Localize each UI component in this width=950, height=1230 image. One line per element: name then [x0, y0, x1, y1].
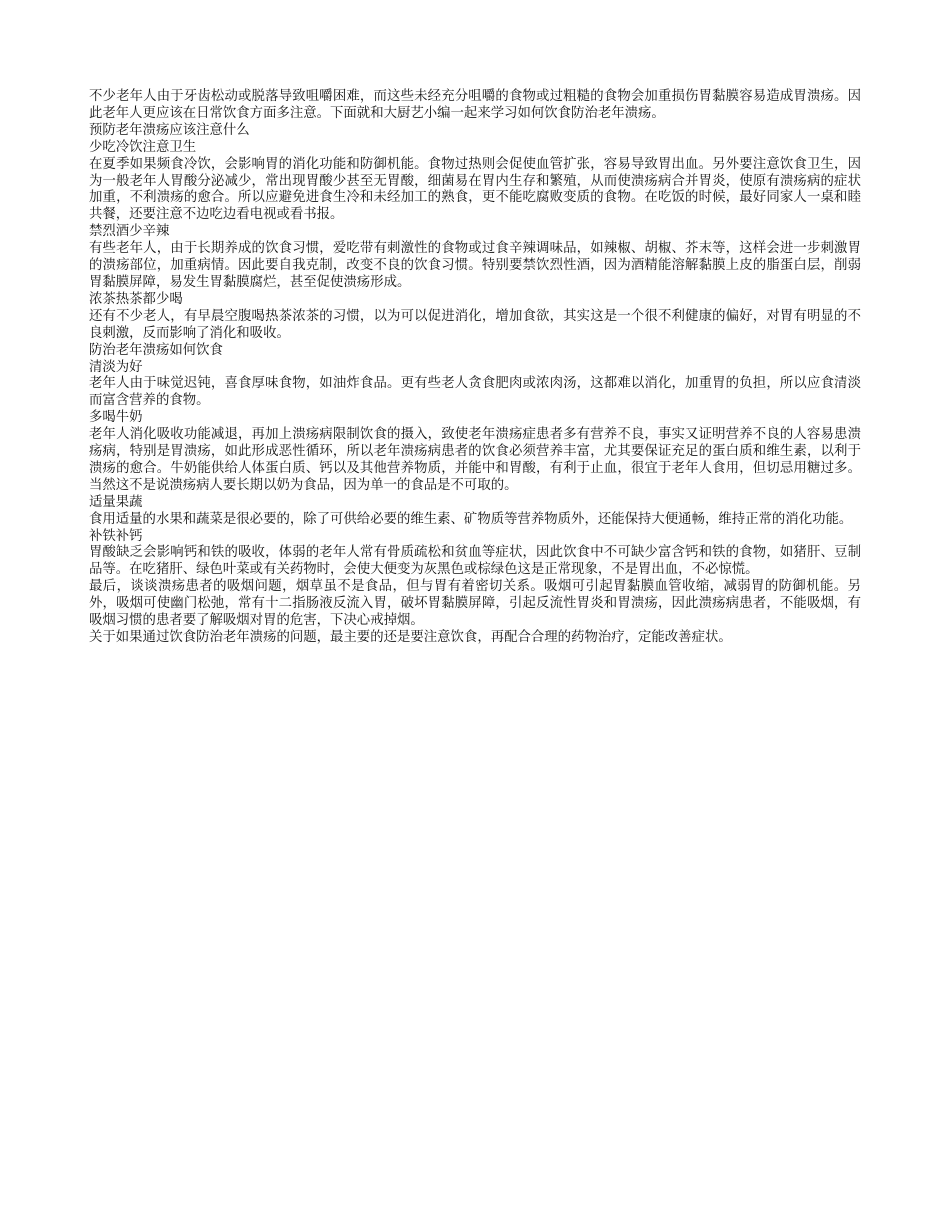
paragraph-smoking: 最后，谈谈溃疡患者的吸烟问题，烟草虽不是食品，但与胃有着密切关系。吸烟可引起胃黏膜血管收缩，减弱胃的防御机能。另外，吸烟可使幽门松弛，常有十二指肠液反流入胃，破坏胃黏膜屏障，引起反流性胃炎和胃溃疡，因此溃疡病患者，不能吸烟，有吸烟习惯的患者要了解吸烟对胃的危害，下决心戒掉烟。 [89, 579, 861, 629]
subheading-tea: 浓茶热茶都少喝 [89, 291, 183, 307]
subheading-iron-calcium: 补铁补钙 [89, 528, 143, 544]
paragraph-iron-calcium: 胃酸缺乏会影响钙和铁的吸收，体弱的老年人常有骨质疏松和贫血等症状，因此饮食中不可缺少富含钙和铁的食物，如猪肝、豆制品等。在吃猪肝、绿色叶菜或有关药物时，会使大便变为灰黑色或棕绿色这是正常现象，不是胃出血，不必惊慌。 [89, 545, 861, 578]
paragraph-tea: 还有不少老人，有早晨空腹喝热茶浓茶的习惯，以为可以促进消化，增加食欲，其实这是一个很不利健康的偏好，对胃有明显的不良刺激，反而影响了消化和吸收。 [89, 308, 861, 341]
intro-paragraph: 不少老年人由于牙齿松动或脱落导致咀嚼困难，而这些未经充分咀嚼的食物或过粗糙的食物会加重损伤胃黏膜容易造成胃溃疡。因此老年人更应该在日常饮食方面多注意。下面就和大厨艺小编一起来学习如何饮食防治老年溃疡。 [89, 89, 861, 121]
subheading-fruit-veg: 适量果蔬 [89, 494, 143, 510]
subheading-milk: 多喝牛奶 [89, 410, 143, 426]
document-page [89, 89, 861, 647]
paragraph-light-diet: 老年人由于味觉迟钝，喜食厚味食物，如油炸食品。更有些老人贪食肥肉或浓肉汤，这都难以消化，加重胃的负担，所以应食清淡而富含营养的食物。 [89, 376, 861, 409]
subheading-light-diet: 清淡为好 [89, 359, 143, 375]
section-title-prevention: 预防老年溃疡应该注意什么 [89, 122, 250, 138]
paragraph-cold-drinks: 在夏季如果频食冷饮，会影响胃的消化功能和防御机能。食物过热则会促使血管扩张，容易导致胃出血。另外要注意饮食卫生，因为一般老年人胃酸分泌减少，常出现胃酸少甚至无胃酸，细菌易在胃内生存和繁殖，从而使溃疡病合并胃炎，使原有溃疡病的症状加重，不利溃疡的愈合。所以应避免进食生冷和未经加工的熟食，更不能吃腐败变质的食物。在吃饭的时候，最好同家人一桌和睦共餐，还要注意不边吃边看电视或看书报。 [89, 156, 861, 223]
subheading-cold-drinks: 少吃冷饮注意卫生 [89, 139, 197, 155]
paragraph-conclusion: 关于如果通过饮食防治老年溃疡的问题，最主要的还是要注意饮食，再配合合理的药物治疗，定能改善症状。 [89, 630, 732, 645]
subheading-alcohol-spicy: 禁烈酒少辛辣 [89, 224, 170, 240]
section-title-diet: 防治老年溃疡如何饮食 [89, 342, 223, 358]
paragraph-alcohol-spicy: 有些老年人，由于长期养成的饮食习惯，爱吃带有刺激性的食物或过食辛辣调味品，如辣椒、胡椒、芥末等，这样会进一步刺激胃的溃疡部位，加重病情。因此要自我克制，改变不良的饮食习惯。特别要禁饮烈性酒，因为酒精能溶解黏膜上皮的脂蛋白层，削弱胃黏膜屏障，易发生胃黏膜腐烂，甚至促使溃疡形成。 [89, 241, 861, 290]
paragraph-fruit-veg: 食用适量的水果和蔬菜是很必要的，除了可供给必要的维生素、矿物质等营养物质外，还能保持大便通畅，维持正常的消化功能。 [89, 511, 853, 527]
paragraph-milk: 老年人消化吸收功能减退，再加上溃疡病限制饮食的摄入，致使老年溃疡症患者多有营养不良，事实又证明营养不良的人容易患溃疡病，特别是胃溃疡，如此形成恶性循环，所以老年溃疡病患者的饮食必须营养丰富，尤其要保证充足的蛋白质和维生素，以利于溃疡的愈合。牛奶能供给人体蛋白质、钙以及其他营养物质，并能中和胃酸，有利于止血，很宜于老年人食用，但切忌用糖过多。当然这不是说溃疡病人要长期以奶为食品，因为单一的食品是不可取的。 [89, 427, 861, 493]
